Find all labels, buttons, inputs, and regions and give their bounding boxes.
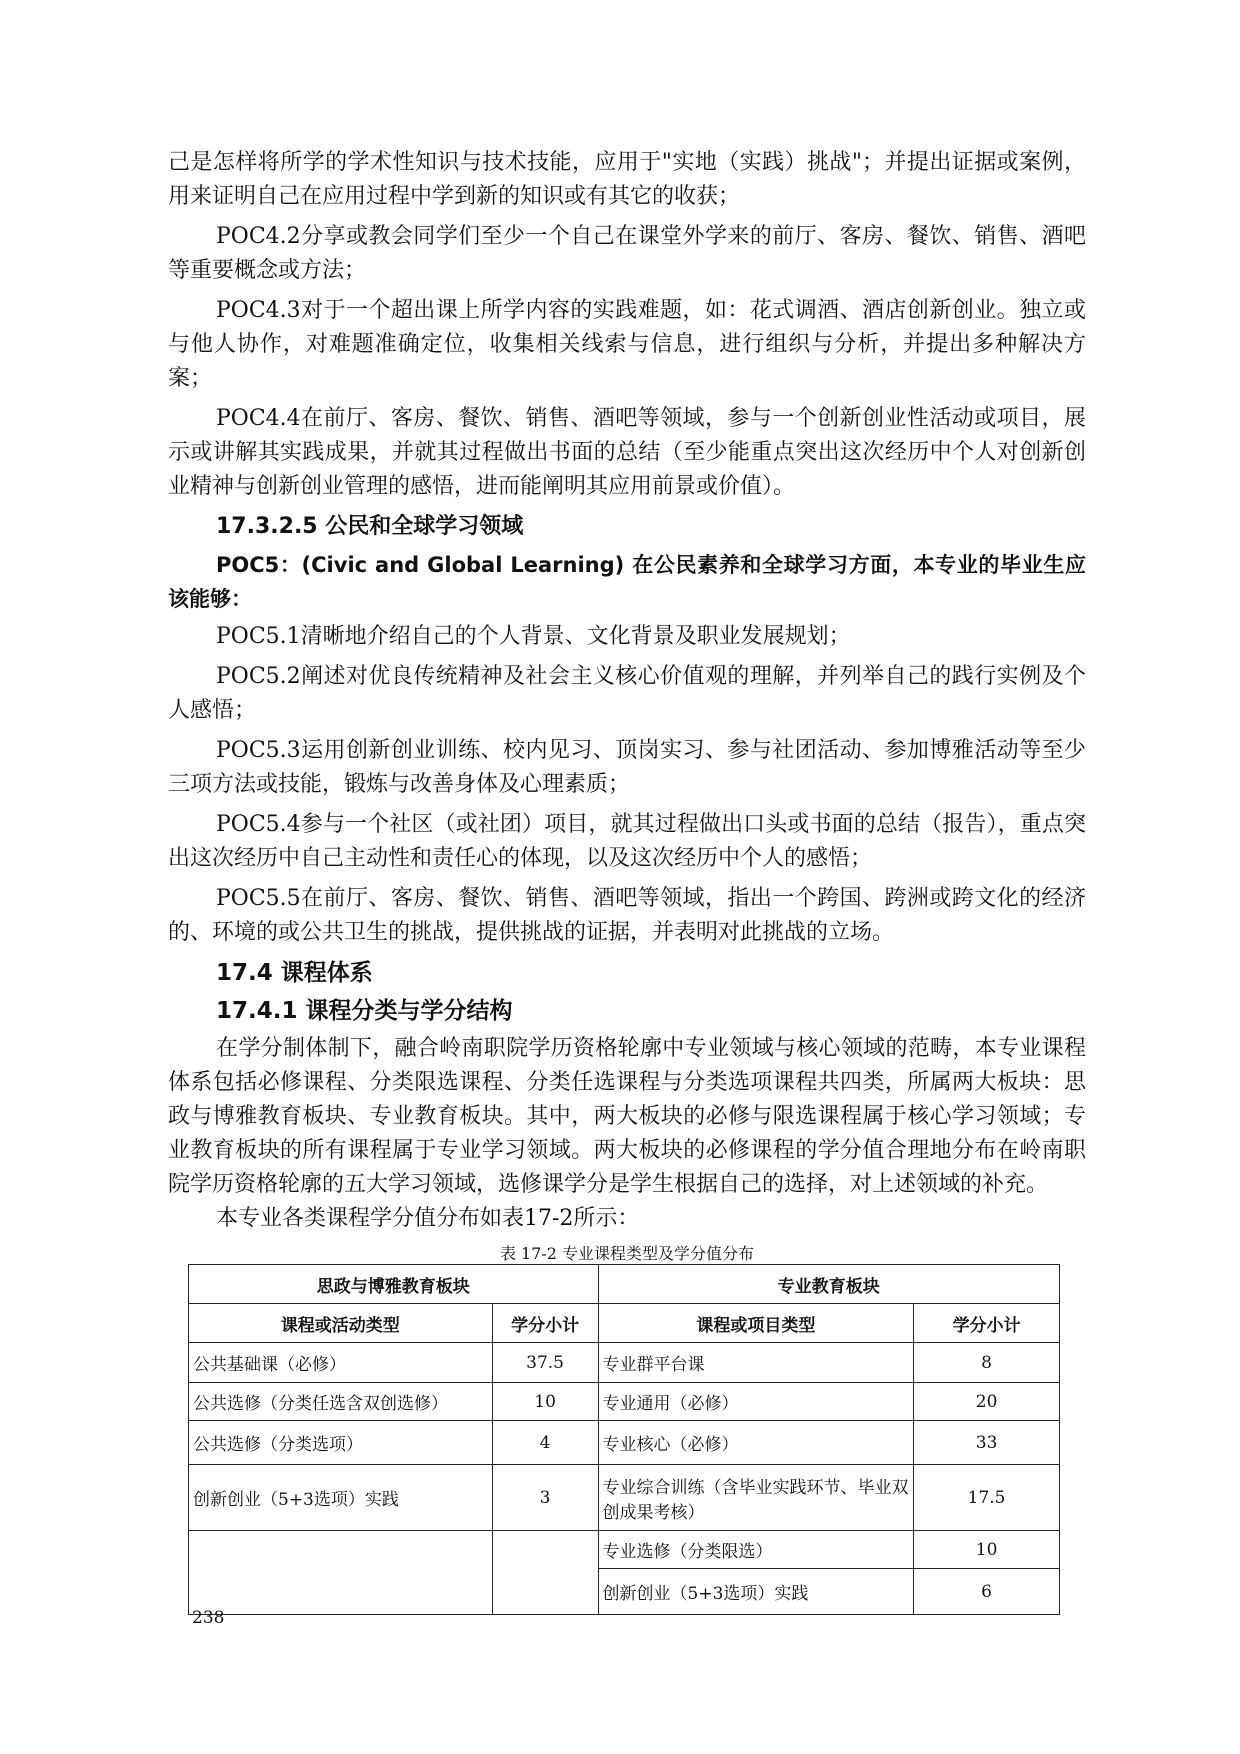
table-cell: 17.5: [914, 1465, 1060, 1531]
column-header: 学分小计: [914, 1304, 1060, 1343]
paragraph: POC4.4在前厅、客房、餐饮、销售、酒吧等领域，参与一个创新创业性活动或项目，展示或讲解其实践成果，并就其过程做出书面的总结（至少能重点突出这次经历中个人对创新创业精神与创新创业管理的感悟，进而能阐明其应用前景或价值）。: [168, 406, 1086, 499]
table-row: [189, 1383, 1060, 1421]
table-cell: 公共选修（分类选项）: [189, 1421, 493, 1465]
paragraph: POC5.4参与一个社区（或社团）项目，就其过程做出口头或书面的总结（报告），重点突出这次经历中自己主动性和责任心的体现，以及这次经历中个人的感悟；: [168, 812, 1086, 871]
paragraph: POC5.2阐述对优良传统精神及社会主义核心价值观的理解，并列举自己的践行实例及个人感悟；: [168, 664, 1086, 723]
column-header: 课程或项目类型: [598, 1304, 914, 1343]
table-cell: 专业选修（分类限选）: [598, 1531, 914, 1569]
credit-table: [188, 1264, 1060, 1615]
paragraph: 本专业各类课程学分值分布如表17-2所示：: [216, 1206, 640, 1231]
table-row: [189, 1531, 1060, 1569]
table-cell: [189, 1531, 493, 1615]
paragraph: POC4.2分享或教会同学们至少一个自己在课堂外学来的前厅、客房、餐饮、销售、酒吧等重要概念或方法；: [168, 224, 1086, 283]
paragraph: 在学分制体制下，融合岭南职院学历资格轮廓中专业领域与核心领域的范畴，本专业课程体系包括必修课程、分类限选课程、分类任选课程与分类选项课程共四类，所属两大板块：思政与博雅教育板块、专业教育板块。其中，两大板块的必修与限选课程属于核心学习领域；专业教育板块的所有课程属于专业学习领域。两大板块的必修课程的学分值合理地分布在岭南职院学历资格轮廓的五大学习领域，选修课学分是学生根据自己的选择，对上述领域的补充。: [168, 1036, 1086, 1197]
table-cell: 专业通用（必修）: [598, 1383, 914, 1421]
paragraph: 己是怎样将所学的学术性知识与技术技能，应用于"实地（实践）挑战"；并提出证据或案例，用来证明自己在应用过程中学到新的知识或有其它的收获；: [168, 150, 1086, 209]
column-header: 学分小计: [492, 1304, 598, 1343]
table-cell: 创新创业（5+3选项）实践: [598, 1569, 914, 1615]
table-row: [189, 1343, 1060, 1383]
table-cell: 10: [492, 1383, 598, 1421]
table-row: [189, 1465, 1060, 1531]
table-caption: 表 17-2 专业课程类型及学分值分布: [499, 1244, 755, 1263]
table-row: [189, 1421, 1060, 1465]
table-cell: [492, 1531, 598, 1615]
paragraph: POC4.3对于一个超出课上所学内容的实践难题，如：花式调酒、酒店创新创业。独立或与他人协作，对难题准确定位，收集相关线索与信息，进行组织与分析，并提出多种解决方案；: [168, 298, 1086, 391]
body-text: [168, 146, 1086, 1274]
right-block-header: 专业教育板块: [598, 1265, 1059, 1304]
column-header: 课程或活动类型: [189, 1304, 493, 1343]
page-number: 238: [192, 1608, 225, 1628]
table-cell: 3: [492, 1465, 598, 1531]
section-heading: 17.3.2.5 公民和全球学习领域: [216, 514, 524, 539]
table-cell: 专业群平台课: [598, 1343, 914, 1383]
table-cell: 37.5: [492, 1343, 598, 1383]
table-cell: 公共选修（分类任选含双创选修）: [189, 1383, 493, 1421]
table-cell: 创新创业（5+3选项）实践: [189, 1465, 493, 1531]
section-heading: 17.4 课程体系: [216, 960, 373, 986]
table-cell: 10: [914, 1531, 1060, 1569]
table-cell: 8: [914, 1343, 1060, 1383]
table-cell: 6: [914, 1569, 1060, 1615]
table-cell: 公共基础课（必修）: [189, 1343, 493, 1383]
paragraph: POC5.1清晰地介绍自己的个人背景、文化背景及职业发展规划；: [216, 624, 851, 649]
table-cell: 专业综合训练（含毕业实践环节、毕业双创成果考核）: [598, 1465, 914, 1531]
subsection-heading: 17.4.1 课程分类与学分结构: [216, 998, 513, 1024]
table-cell: 专业核心（必修）: [598, 1421, 914, 1465]
table-cell: 20: [914, 1383, 1060, 1421]
table-cell: 4: [492, 1421, 598, 1465]
paragraph: POC5.5在前厅、客房、餐饮、销售、酒吧等领域，指出一个跨国、跨洲或跨文化的经济的、环境的或公共卫生的挑战，提供挑战的证据，并表明对此挑战的立场。: [168, 886, 1086, 945]
paragraph: POC5.3运用创新创业训练、校内见习、顶岗实习、参与社团活动、参加博雅活动等至少三项方法或技能，锻炼与改善身体及心理素质；: [168, 738, 1086, 797]
left-block-header: 思政与博雅教育板块: [189, 1265, 599, 1304]
table-cell: 33: [914, 1421, 1060, 1465]
paragraph-bold: POC5：(Civic and Global Learning) 在公民素养和全球学习方面，本专业的毕业生应该能够：: [168, 553, 1086, 611]
